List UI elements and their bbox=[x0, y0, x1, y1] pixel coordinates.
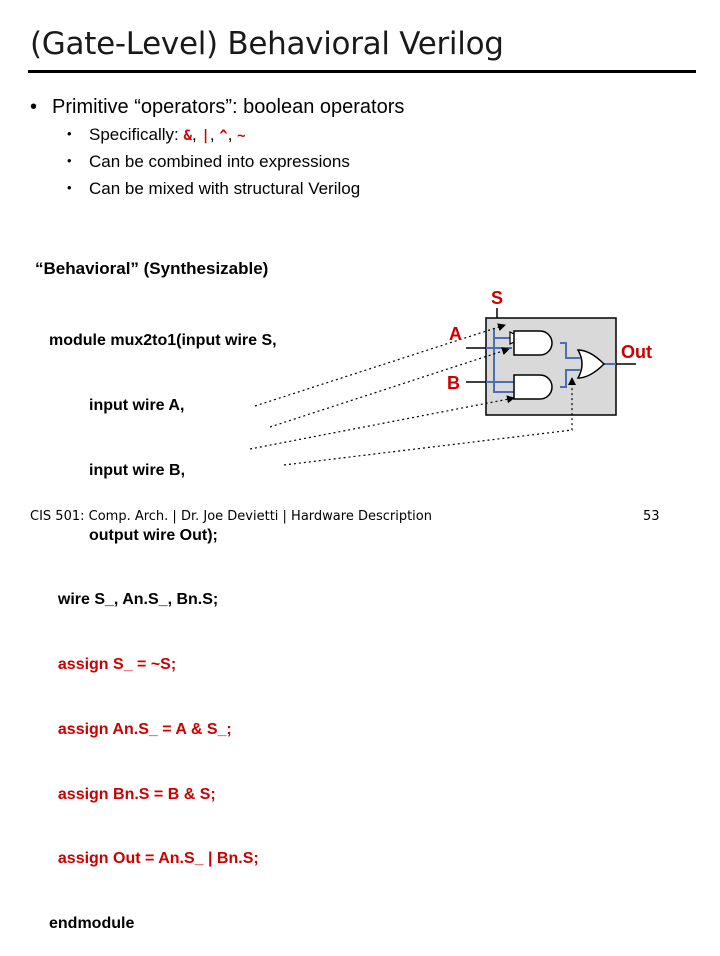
signal-label-out: Out bbox=[621, 342, 652, 362]
code-line-assign: assign Bn.S = B & S; bbox=[49, 785, 216, 803]
main-bullet-text: Primitive “operators”: boolean operators bbox=[52, 96, 405, 118]
signal-label-b: B bbox=[447, 373, 460, 393]
code-line: input wire A, bbox=[49, 396, 185, 414]
code-line-assign: assign Out = An.S_ | Bn.S; bbox=[49, 850, 259, 868]
operator-or: | bbox=[201, 128, 210, 144]
annotation-arrow-s bbox=[255, 325, 505, 406]
and-gate-bottom-icon bbox=[514, 375, 552, 399]
behavioral-heading: “Behavioral” (Synthesizable) bbox=[35, 259, 269, 278]
and-gate-top-icon bbox=[514, 331, 552, 355]
code-line: endmodule bbox=[49, 915, 135, 933]
signal-label-s: S bbox=[491, 288, 504, 308]
bullet-dot: • bbox=[30, 96, 38, 118]
operator-and: & bbox=[183, 128, 192, 144]
page-number: 53 bbox=[643, 509, 660, 524]
sub-bullet-operators: • Specifically: &, |, ^, ~ bbox=[67, 125, 246, 144]
code-line: input wire B, bbox=[49, 461, 186, 479]
sub-bullet-dot: • bbox=[67, 180, 72, 195]
slide-footer: CIS 501: Comp. Arch. | Dr. Joe Devietti | Hardware Description bbox=[30, 509, 432, 524]
slide-title: (Gate-Level) Behavioral Verilog bbox=[30, 26, 504, 62]
sub-bullet-mixed-text: Can be mixed with structural Verilog bbox=[89, 179, 361, 198]
operator-not: ~ bbox=[237, 128, 246, 144]
code-line: module mux2to1(input wire S, bbox=[49, 332, 277, 350]
code-line-assign: assign S_ = ~S; bbox=[49, 656, 177, 674]
specifically-label: Specifically: bbox=[89, 125, 179, 144]
code-line-assign: assign An.S_ = A & S_; bbox=[49, 720, 232, 738]
signal-label-a: A bbox=[449, 324, 462, 344]
code-line: wire S_, An.S_, Bn.S; bbox=[49, 591, 219, 609]
operator-xor: ^ bbox=[219, 128, 228, 144]
sub-bullet-combined-text: Can be combined into expressions bbox=[89, 152, 350, 171]
sub-bullet-dot: • bbox=[67, 153, 72, 168]
code-line: output wire Out); bbox=[49, 526, 218, 544]
sub-bullet-dot: • bbox=[67, 126, 72, 141]
annotation-arrow-ans bbox=[270, 349, 509, 427]
